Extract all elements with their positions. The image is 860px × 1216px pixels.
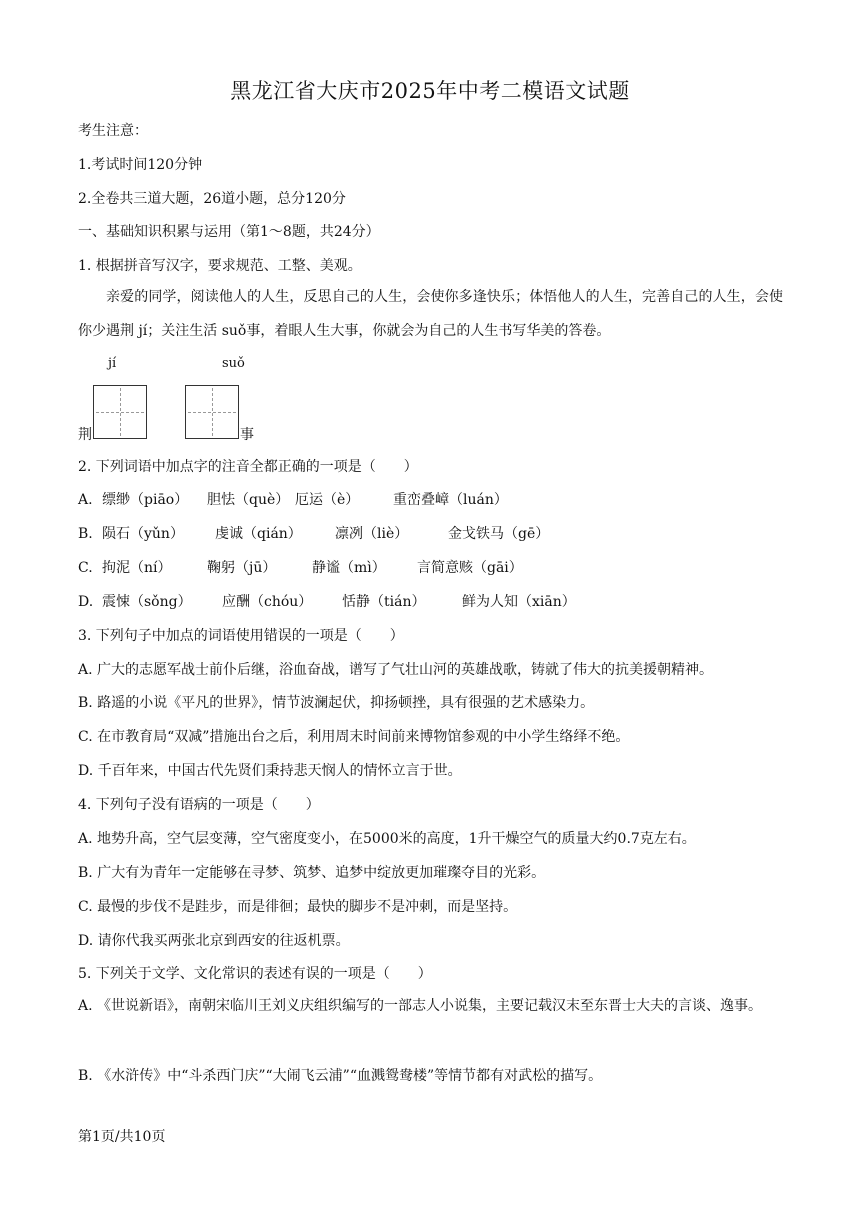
q4-option-c: C. 最慢的步伐不是跬步，而是徘徊；最快的脚步不是冲刺，而是坚持。 [78, 899, 518, 915]
q5-stem: 5. 下列关于文学、文化常识的表述有误的一项是（ ） [78, 966, 432, 982]
q3-stem: 3. 下列句子中加点的词语使用错误的一项是（ ） [78, 628, 404, 644]
q2-option-a: A. 缥缈（piāo） 胆怯（què） 厄运（è） 重峦叠嶂（luán） [78, 492, 508, 508]
q4-option-a: A. 地势升高，空气层变薄，空气密度变小，在5000米的高度，1升干燥空气的质量大约0.7克左右。 [78, 831, 696, 847]
notice-item-2: 2.全卷共三道大题，26道小题，总分120分 [78, 191, 346, 207]
notice-item-1: 1.考试时间120分钟 [78, 157, 203, 173]
page-number: 第1页/共10页 [78, 1129, 166, 1145]
writing-box-2[interactable] [185, 385, 239, 439]
q3-option-a: A. 广大的志愿军战士前仆后继，浴血奋战，谱写了气壮山河的英雄战歌，铸就了伟大的抗美援朝精神。 [78, 662, 714, 678]
q5-option-a: A. 《世说新语》，南朝宋临川王刘义庆组织编写的一部志人小说集，主要记载汉末至东晋士大夫的言谈、逸事。 [78, 998, 763, 1014]
q1-after-char: 事 [240, 427, 254, 443]
q4-option-b: B. 广大有为青年一定能够在寻梦、筑梦、追梦中绽放更加璀璨夺目的光彩。 [78, 865, 546, 881]
q2-option-b: B. 陨石（yǔn） 虔诚（qián） 凛冽（liè） 金戈铁马（gē） [78, 526, 550, 542]
q2-option-c: C. 拘泥（ní） 鞠躬（jū） 静谧（mì） 言简意赅（gāi） [78, 560, 523, 576]
q2-stem: 2. 下列词语中加点字的注音全都正确的一项是（ ） [78, 459, 418, 475]
q3-option-b: B. 路遥的小说《平凡的世界》，情节波澜起伏，抑扬顿挫，具有很强的艺术感染力。 [78, 695, 595, 711]
q3-option-c: C. 在市教育局“双减”措施出台之后，利用周末时间前来博物馆参观的中小学生络绎不绝。 [78, 729, 630, 745]
q4-stem: 4. 下列句子没有语病的一项是（ ） [78, 797, 320, 813]
q4-option-d: D. 请你代我买两张北京到西安的往返机票。 [78, 933, 350, 949]
q1-pinyin-1: jí [108, 356, 117, 371]
q3-option-d: D. 千百年来，中国古代先贤们秉持悲天悯人的情怀立言于世。 [78, 763, 462, 779]
section-heading: 一、基础知识积累与运用（第1～8题，共24分） [78, 224, 380, 240]
q1-passage: 亲爱的同学，阅读他人的人生，反思自己的人生，会使你多逢快乐；体悟他人的人生，完善自己的人生，会使你少遇荆 jí；关注生活 suǒ事，着眼人生大事，你就会为自己的人生书写华美的答卷。 [78, 289, 783, 339]
notice-header: 考生注意： [78, 123, 148, 139]
page-title: 黑龙江省大庆市2025年中考二模语文试题 [230, 79, 630, 103]
q5-option-b: B. 《水浒传》中“斗杀西门庆”“大闹飞云浦”“血溅鸳鸯楼”等情节都有对武松的描写。 [78, 1068, 603, 1084]
writing-box-1[interactable] [93, 385, 147, 439]
q1-stem: 1. 根据拼音写汉字，要求规范、工整、美观。 [78, 258, 362, 274]
q1-before-char: 荆 [78, 427, 92, 443]
q2-option-d: D. 震悚（sǒng） 应酬（chóu） 恬静（tián） 鲜为人知（xiān） [78, 594, 576, 610]
q1-pinyin-2: suǒ [222, 356, 245, 371]
